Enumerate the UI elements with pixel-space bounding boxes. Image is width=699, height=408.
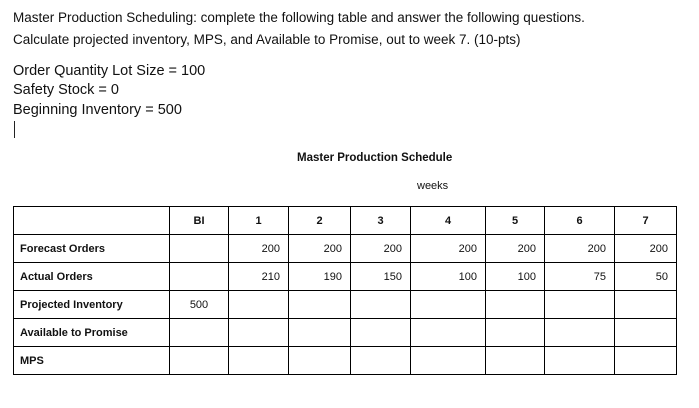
table-cell: 200 xyxy=(411,235,486,263)
table-cell: 200 xyxy=(229,235,289,263)
forecast-orders-row xyxy=(14,235,677,263)
table-cell: 500 xyxy=(170,291,229,319)
table-cell: 200 xyxy=(486,235,545,263)
header-cell-label xyxy=(14,207,170,235)
beginning-inventory-text: Beginning Inventory = 500 xyxy=(13,102,182,118)
weeks-label: weeks xyxy=(417,180,449,192)
text-cursor xyxy=(14,121,15,138)
table-cell xyxy=(289,347,351,375)
header-row xyxy=(14,207,677,235)
table-cell xyxy=(615,319,677,347)
header-cell-week-1: 1 xyxy=(229,207,289,235)
table-cell: 100 xyxy=(411,263,486,291)
available-to-promise-row xyxy=(14,319,677,347)
table-cell: 150 xyxy=(351,263,411,291)
header-cell-bi: BI xyxy=(170,207,229,235)
mps-table xyxy=(13,206,677,375)
table-cell xyxy=(229,319,289,347)
header-cell-week-2: 2 xyxy=(289,207,351,235)
table-cell xyxy=(351,347,411,375)
row-label: Actual Orders xyxy=(14,263,170,291)
table-title: Master Production Schedule xyxy=(297,152,453,164)
header-cell-week-3: 3 xyxy=(351,207,411,235)
table-cell: 100 xyxy=(486,263,545,291)
table-cell xyxy=(351,291,411,319)
table-cell xyxy=(289,291,351,319)
row-label: Forecast Orders xyxy=(14,235,170,263)
table-cell: 200 xyxy=(351,235,411,263)
table-cell xyxy=(229,347,289,375)
table-cell xyxy=(545,347,615,375)
row-label: MPS xyxy=(14,347,170,375)
table-cell xyxy=(615,347,677,375)
lot-size-text: Order Quantity Lot Size = 100 xyxy=(13,63,206,79)
table-cell xyxy=(615,291,677,319)
table-cell: 190 xyxy=(289,263,351,291)
table-cell xyxy=(486,319,545,347)
table-cell xyxy=(486,291,545,319)
table-cell xyxy=(411,347,486,375)
projected-inventory-row xyxy=(14,291,677,319)
table-cell: 75 xyxy=(545,263,615,291)
table-cell xyxy=(170,347,229,375)
table-cell: 200 xyxy=(615,235,677,263)
table-cell xyxy=(486,347,545,375)
table-cell xyxy=(545,291,615,319)
table-cell xyxy=(289,319,351,347)
row-label: Projected Inventory xyxy=(14,291,170,319)
actual-orders-row xyxy=(14,263,677,291)
table-cell xyxy=(411,291,486,319)
table-cell: 210 xyxy=(229,263,289,291)
table-cell xyxy=(170,319,229,347)
instruction-line-2: Calculate projected inventory, MPS, and Available to Promise, out to week 7. (10-pts) xyxy=(13,32,521,47)
table-cell xyxy=(170,235,229,263)
mps-row xyxy=(14,347,677,375)
row-label: Available to Promise xyxy=(14,319,170,347)
safety-stock-text: Safety Stock = 0 xyxy=(13,82,119,98)
table-cell xyxy=(170,263,229,291)
header-cell-week-4: 4 xyxy=(411,207,486,235)
table-cell: 50 xyxy=(615,263,677,291)
table-cell xyxy=(545,319,615,347)
instruction-line-1: Master Production Scheduling: complete the following table and answer the following questions. xyxy=(13,10,585,25)
table-cell xyxy=(351,319,411,347)
table-cell xyxy=(229,291,289,319)
header-cell-week-5: 5 xyxy=(486,207,545,235)
header-cell-week-6: 6 xyxy=(545,207,615,235)
table-cell: 200 xyxy=(289,235,351,263)
table-cell xyxy=(411,319,486,347)
header-cell-week-7: 7 xyxy=(615,207,677,235)
table-cell: 200 xyxy=(545,235,615,263)
